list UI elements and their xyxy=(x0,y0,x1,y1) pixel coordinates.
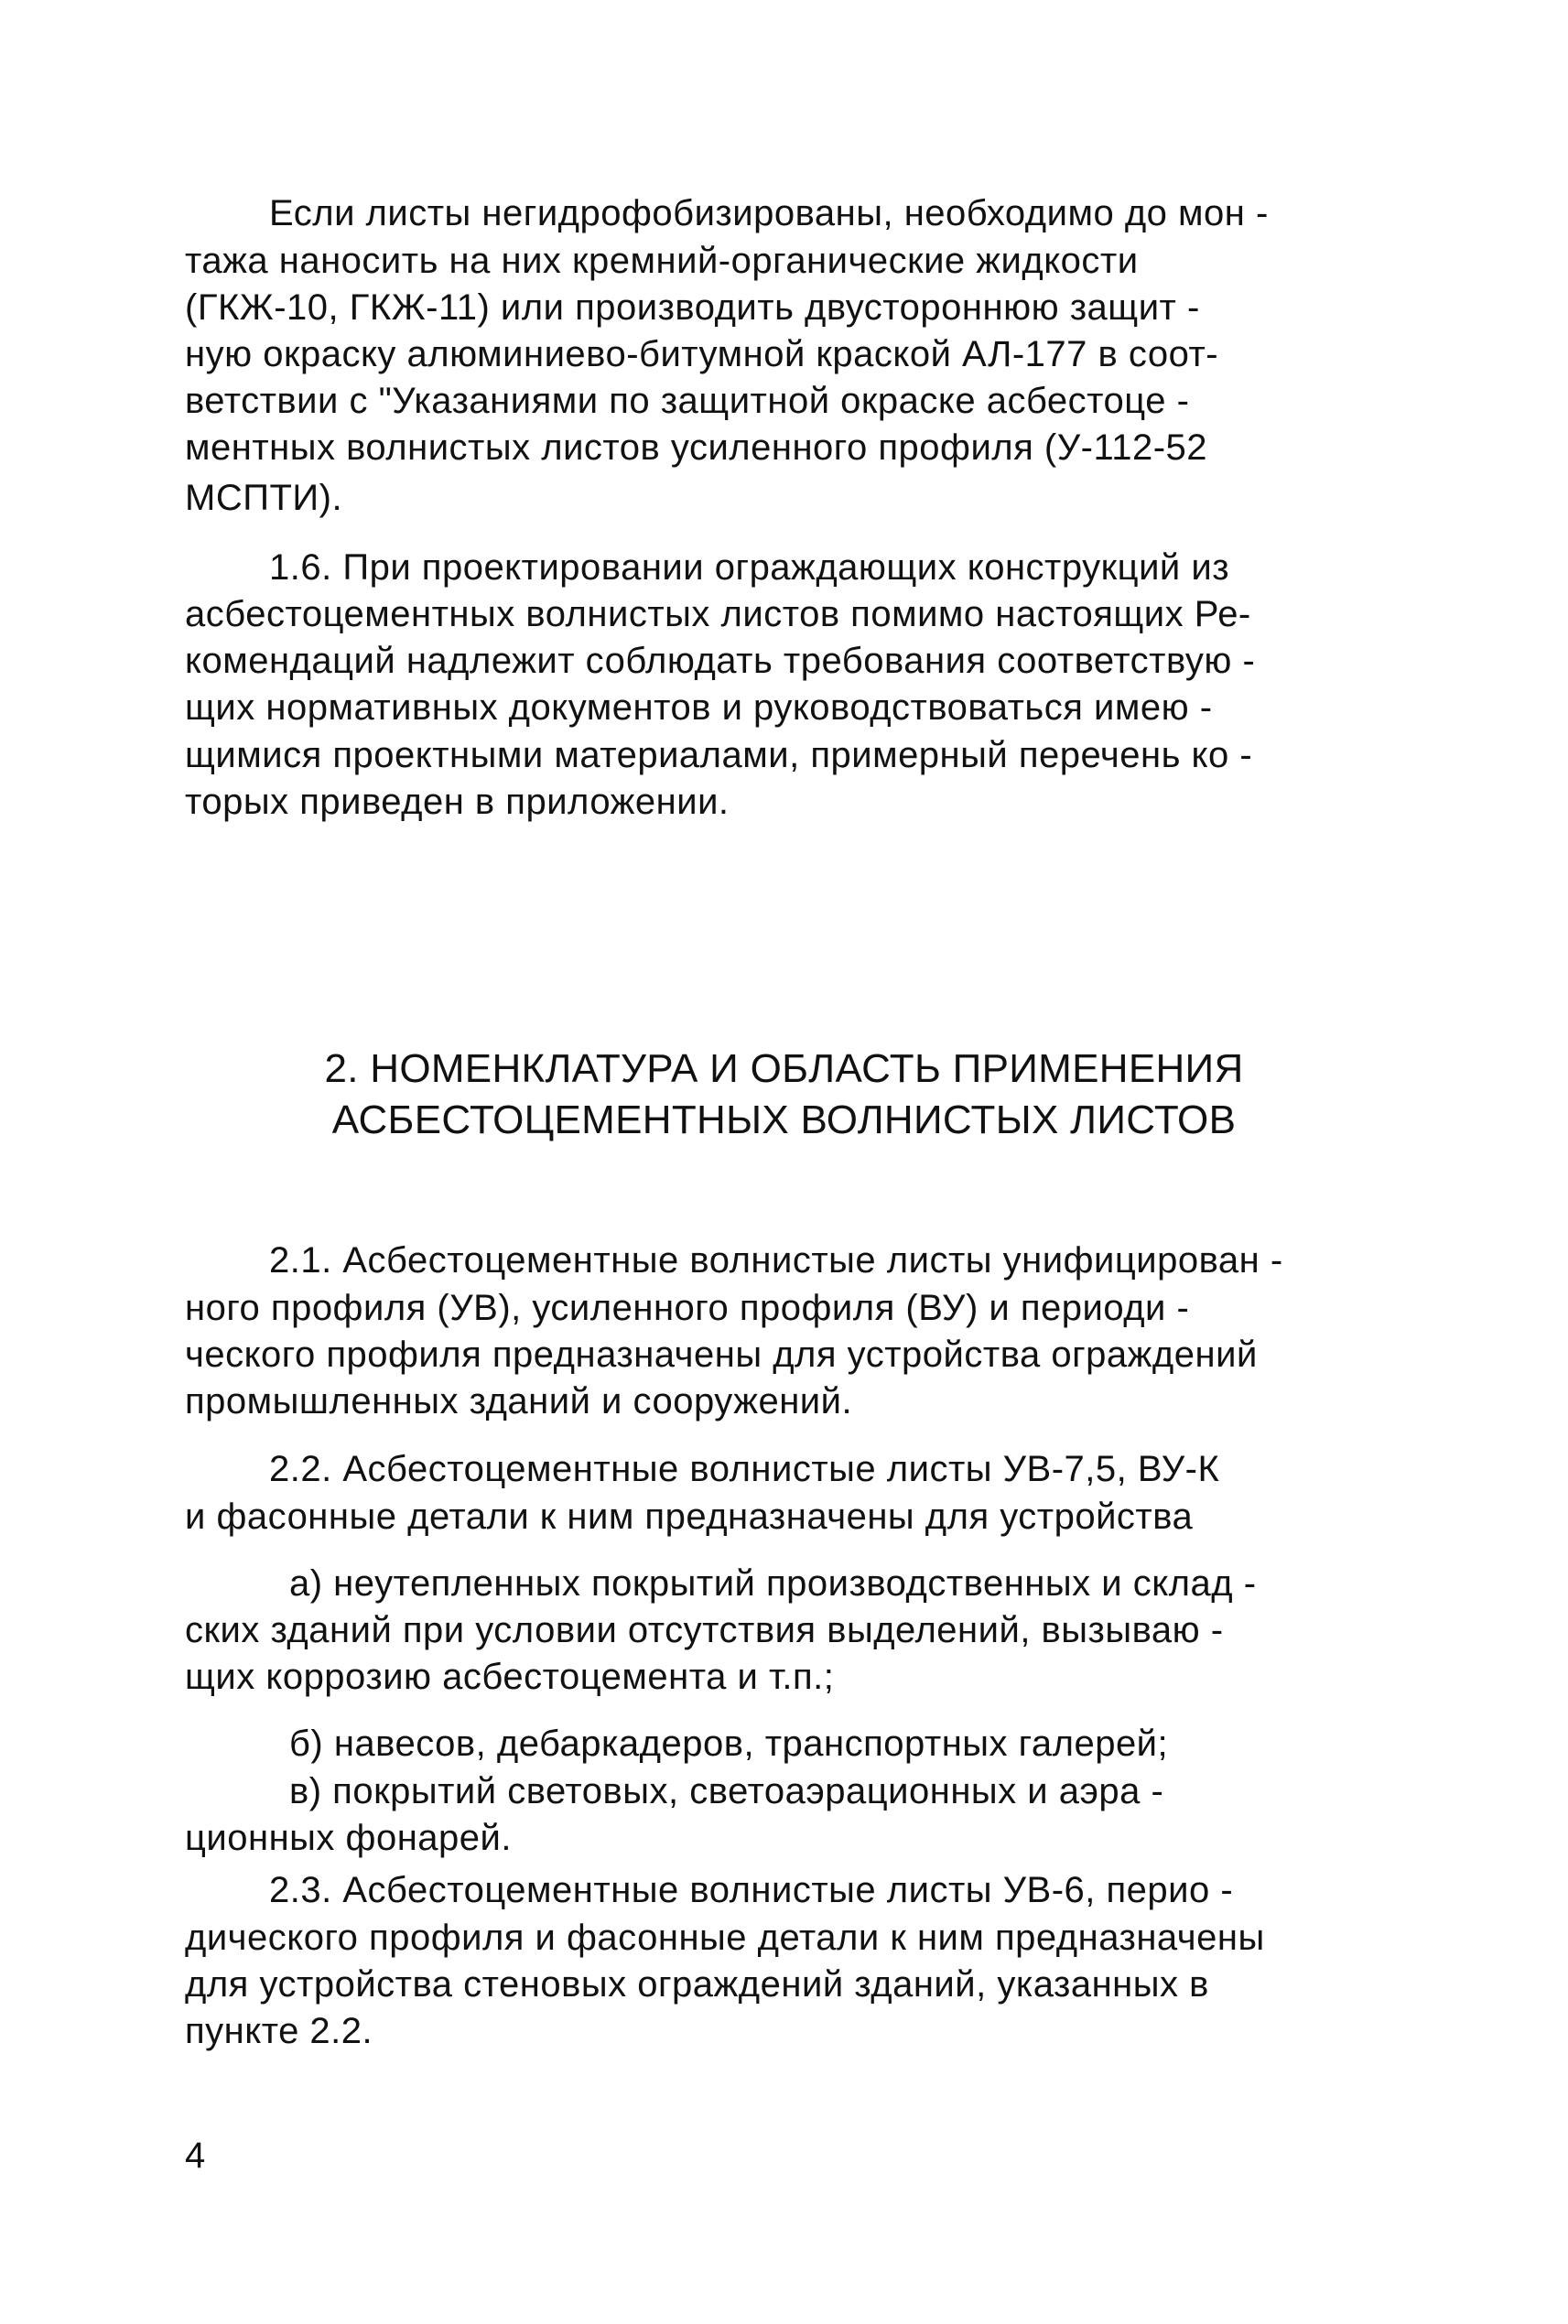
paragraph-2-1-line: ческого профиля предназначены для устройства ограждений xyxy=(185,1335,1258,1375)
paragraph-2-3-line: дического профиля и фасонные детали к ним предназначены xyxy=(185,1918,1265,1958)
paragraph-2-1-line: 2.1. Асбестоцементные волнистые листы унифицирован - xyxy=(269,1240,1283,1281)
paragraph-1-line: ментных волнистых листов усиленного профиля (У-112-52 xyxy=(185,427,1208,468)
paragraph-1-line: ную окраску алюминиево-битумной краской АЛ-177 в соот- xyxy=(185,334,1219,374)
list-item-line: а) неутепленных покрытий производственных и склад - xyxy=(289,1563,1257,1604)
list-item-line: б) навесов, дебаркадеров, транспортных галерей; xyxy=(289,1724,1169,1764)
paragraph-2-2-line: 2.2. Асбестоцементные волнистые листы УВ-7,5, ВУ-К xyxy=(269,1449,1220,1489)
paragraph-1-6-line: 1.6. При проектировании ограждающих конструкций из xyxy=(269,547,1230,588)
paragraph-1-6-line: торых приведен в приложении. xyxy=(185,782,730,822)
paragraph-1-6-line: щих нормативных документов и руководствоваться имею - xyxy=(185,687,1213,728)
paragraph-1-line: МСПТИ). xyxy=(185,478,343,518)
paragraph-2-1-line: ного профиля (УВ), усиленного профиля (ВУ) и периоди - xyxy=(185,1288,1190,1328)
paragraph-1-line: Если листы негидрофобизированы, необходимо до мон - xyxy=(269,193,1269,233)
paragraph-2-2-line: и фасонные детали к ним предназначены для устройства xyxy=(185,1497,1194,1537)
paragraph-2-1-line: промышленных зданий и сооружений. xyxy=(185,1381,853,1421)
paragraph-1-line: тажа наносить на них кремний-органические жидкости xyxy=(185,241,1139,281)
list-item-line: ционных фонарей. xyxy=(185,1818,512,1858)
paragraph-2-3-line: пункте 2.2. xyxy=(185,2011,373,2051)
paragraph-1-6-line: щимися проектными материалами, примерный перечень ко - xyxy=(185,735,1253,775)
paragraph-2-3-line: 2.3. Асбестоцементные волнистые листы УВ-6, перио - xyxy=(269,1870,1234,1910)
list-item-line: ских зданий при условии отсутствия выделений, вызываю - xyxy=(185,1610,1224,1650)
paragraph-1-6-line: асбестоцементных волнистых листов помимо настоящих Ре- xyxy=(185,594,1251,634)
list-item-line: щих коррозию асбестоцемента и т.п.; xyxy=(185,1657,835,1697)
page-number: 4 xyxy=(185,2135,206,2176)
section-heading-line-2: АСБЕСТОЦЕМЕНТНЫХ ВОЛНИСТЫХ ЛИСТОВ xyxy=(331,1097,1237,1142)
paragraph-1-6-line: комендаций надлежит соблюдать требования соответствую - xyxy=(185,641,1256,681)
section-heading-line-1: 2. НОМЕНКЛАТУРА И ОБЛАСТЬ ПРИМЕНЕНИЯ xyxy=(324,1046,1244,1091)
paragraph-1-line: ветствии с "Указаниями по защитной окраске асбестоце - xyxy=(185,381,1190,421)
paragraph-2-3-line: для устройства стеновых ограждений зданий, указанных в xyxy=(185,1964,1209,2005)
paragraph-1-line: (ГКЖ-10, ГКЖ-11) или производить двустороннюю защит - xyxy=(185,287,1200,328)
list-item-line: в) покрытий световых, светоаэрационных и аэра - xyxy=(289,1771,1164,1811)
